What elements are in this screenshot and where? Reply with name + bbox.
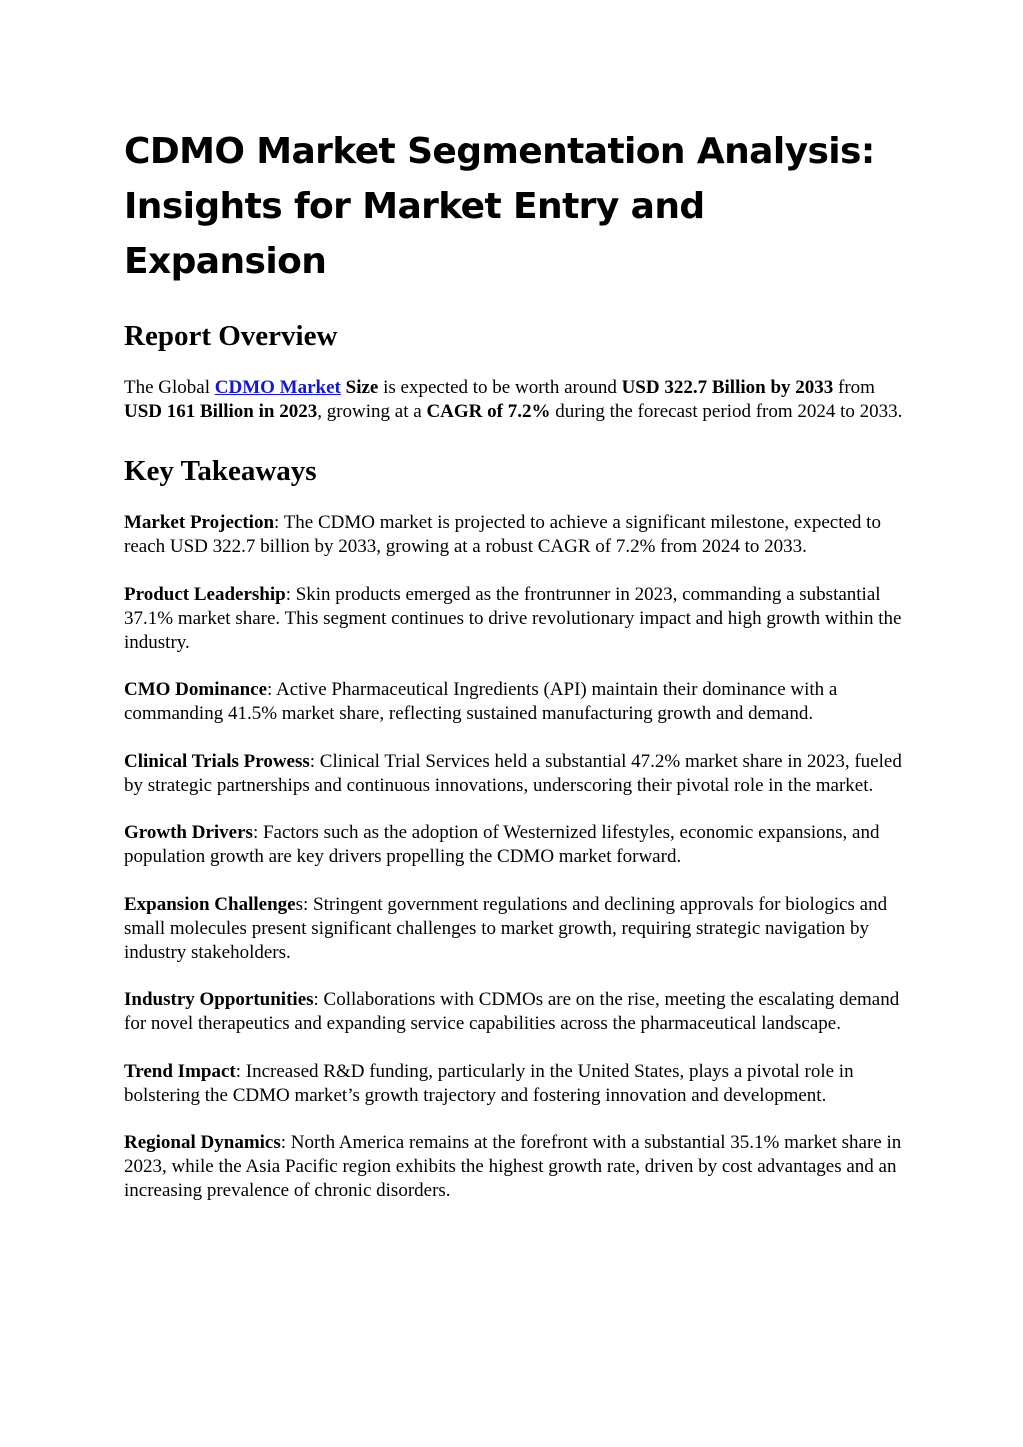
report-overview-paragraph [124, 376, 904, 424]
takeaway-label: Growth Drivers [124, 822, 253, 843]
takeaway-label: Industry Opportunities [124, 989, 314, 1010]
key-takeaways-heading: Key Takeaways [124, 455, 317, 487]
takeaway-item [124, 893, 904, 965]
takeaway-label: Expansion Challenge [124, 893, 296, 915]
intro-prefix: The Global [124, 377, 215, 398]
intro-from-text: from [833, 377, 875, 398]
cdmo-market-link[interactable]: CDMO Market [214, 377, 341, 398]
takeaway-text: : Factors such as the adoption of Westernized lifestyles, economic expansions, and population growth are key drivers propelling the CDMO market forward. [124, 822, 880, 867]
intro-mid-text: is expected to be worth around [378, 377, 622, 398]
takeaway-text: : Stringent government regulations and declining approvals for biologics and small molecules present significant challenges to market growth, requiring strategic navigation by industry stakeholders. [124, 893, 888, 963]
takeaway-item [124, 678, 904, 726]
takeaway-text: : Clinical Trial Services held a substantial 47.2% market share in 2023, fueled by strategic partnerships and continuous innovations, underscoring their pivotal role in the market. [124, 750, 902, 796]
takeaway-item [124, 821, 904, 869]
takeaway-label: Clinical Trials Prowess [124, 750, 310, 772]
takeaway-item [124, 1060, 904, 1108]
intro-size-text: Size [345, 377, 379, 398]
takeaway-text: : Active Pharmaceutical Ingredients (API) maintain their dominance with a commanding 41.5% market share, reflecting sustained manufacturing growth and demand. [124, 679, 838, 724]
takeaway-label: CMO Dominance [124, 679, 268, 700]
document-page [124, 124, 904, 1203]
intro-value-2023: USD 161 Billion in 2023 [124, 401, 318, 422]
document-title: CDMO Market Segmentation Analysis: Insights for Market Entry and Expansion [124, 131, 875, 282]
takeaway-item [124, 988, 904, 1036]
takeaway-text: : Collaborations with CDMOs are on the rise, meeting the escalating demand for novel therapeutics and expanding service capabilities across the pharmaceutical landscape. [124, 989, 900, 1034]
takeaways-list [124, 511, 904, 1203]
takeaway-label: Trend Impact [124, 1060, 236, 1082]
takeaway-text: : The CDMO market is projected to achieve a significant milestone, expected to reach USD 322.7 billion by 2033, growing at a robust CAGR of 7.2% from 2024 to 2033. [124, 512, 881, 557]
takeaway-text: : Increased R&D funding, particularly in the United States, plays a pivotal role in bolstering the CDMO market’s growth trajectory and fostering innovation and development. [124, 1060, 854, 1106]
takeaway-label: Regional Dynamics [124, 1132, 281, 1153]
intro-suffix: during the forecast period from 2024 to 2033. [550, 401, 903, 422]
intro-value-2033: USD 322.7 Billion by 2033 [621, 377, 834, 398]
takeaway-label: Market Projection [124, 512, 275, 533]
takeaway-label-tail: s [295, 893, 303, 915]
takeaway-label: Product Leadership [124, 583, 286, 605]
takeaway-item [124, 1131, 904, 1203]
report-overview-heading: Report Overview [124, 320, 338, 352]
intro-growing-text: , growing at a [317, 401, 427, 422]
takeaway-text: : Skin products emerged as the frontrunner in 2023, commanding a substantial 37.1% market share. This segment continues to drive revolutionary impact and high growth within the industry. [124, 583, 902, 653]
intro-cagr: CAGR of 7.2% [426, 401, 551, 422]
takeaway-item [124, 511, 904, 559]
takeaway-item [124, 750, 904, 798]
takeaway-item [124, 583, 904, 655]
takeaway-text: : North America remains at the forefront with a substantial 35.1% market share in 2023, while the Asia Pacific region exhibits the highest growth rate, driven by cost advantages and an increasing prevalence of chronic disorders. [124, 1132, 902, 1201]
